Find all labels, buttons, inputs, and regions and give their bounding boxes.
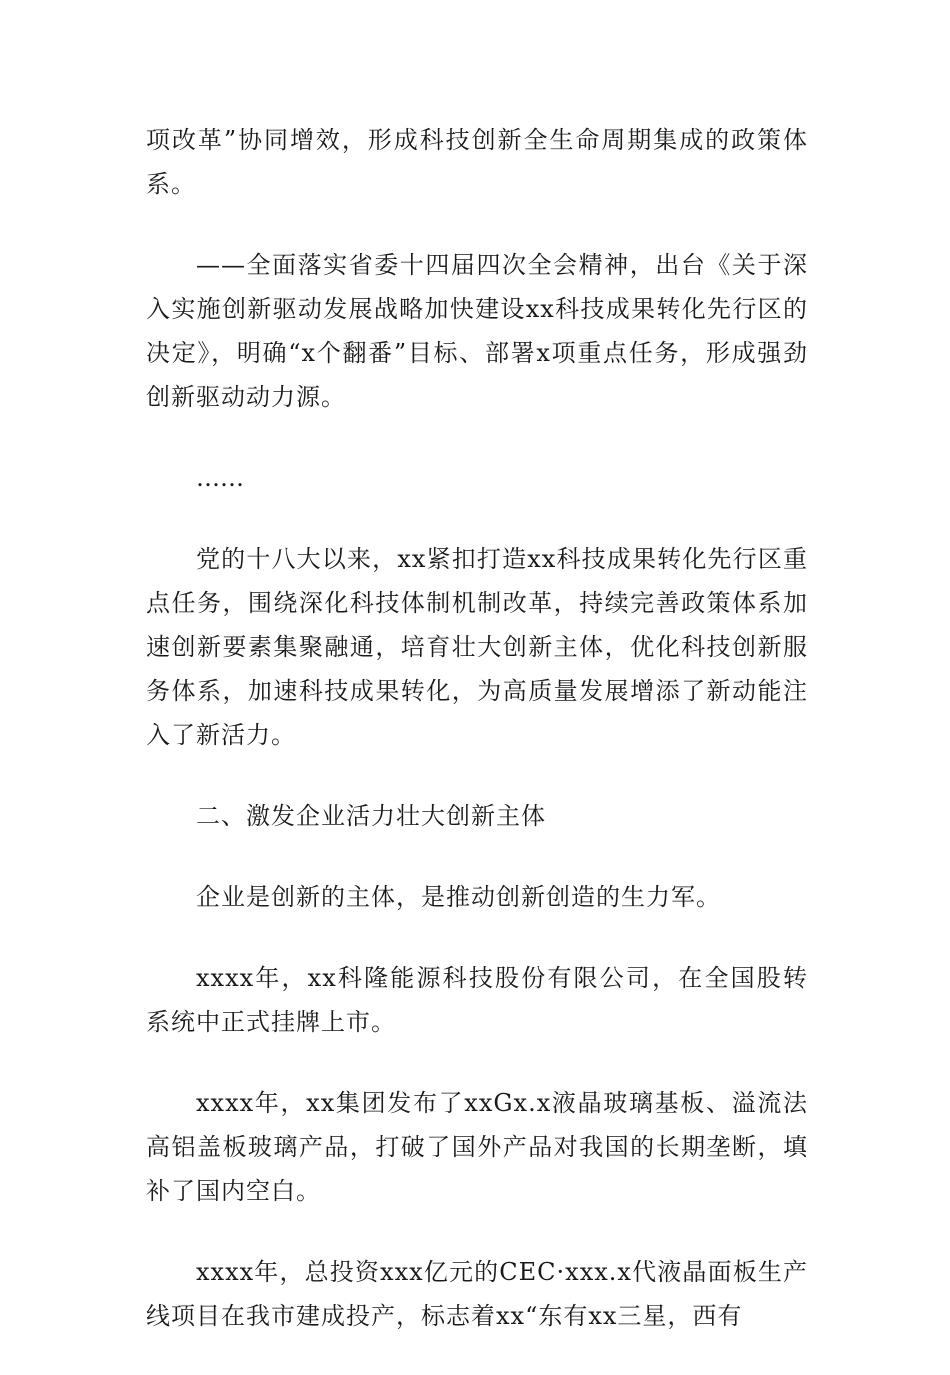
section-heading-enterprise-vitality: 二、激发企业活力壮大创新主体 [196,802,546,830]
paragraph-glass-substrate: xxxx年，xx集团发布了xxGx.x液晶玻璃基板、溢流法高铝盖板玻璃产品，打破了国外产品对我国的长期垄断，填补了国内空白。 [146,1089,808,1205]
paragraph-ellipsis: …… [196,464,244,492]
paragraph-kelong-listing: xxxx年，xx科隆能源科技股份有限公司，在全国股转系统中正式挂牌上市。 [146,964,808,1036]
paragraph-provincial-plenum: ——全面落实省委十四届四次全会精神，出台《关于深入实施创新驱动发展战略加快建设xx科技成果转化先行区的决定》，明确“x个翻番”目标、部署x项重点任务，形成强劲创新驱动动力源。 [146,251,808,411]
paragraph-enterprise-main-body: 企业是创新的主体，是推动创新创造的生力军。 [196,883,721,911]
document-body [146,118,808,1375]
paragraph-cec-panel-line: xxxx年，总投资xxx亿元的CEC·xxx.x代液晶面板生产线项目在我市建成投产，标志着xx“东有xx三星，西有 [146,1258,808,1330]
paragraph-policy-system-end: 项改革”协同增效，形成科技创新全生命周期集成的政策体系。 [146,126,808,198]
paragraph-since-18th-congress: 党的十八大以来，xx紧扣打造xx科技成果转化先行区重点任务，围绕深化科技体制机制改革，持续完善政策体系加速创新要素集聚融通，培育壮大创新主体，优化科技创新服务体系，加速科技成果转化，为高质量发展增添了新动能注入了新活力。 [146,545,808,749]
